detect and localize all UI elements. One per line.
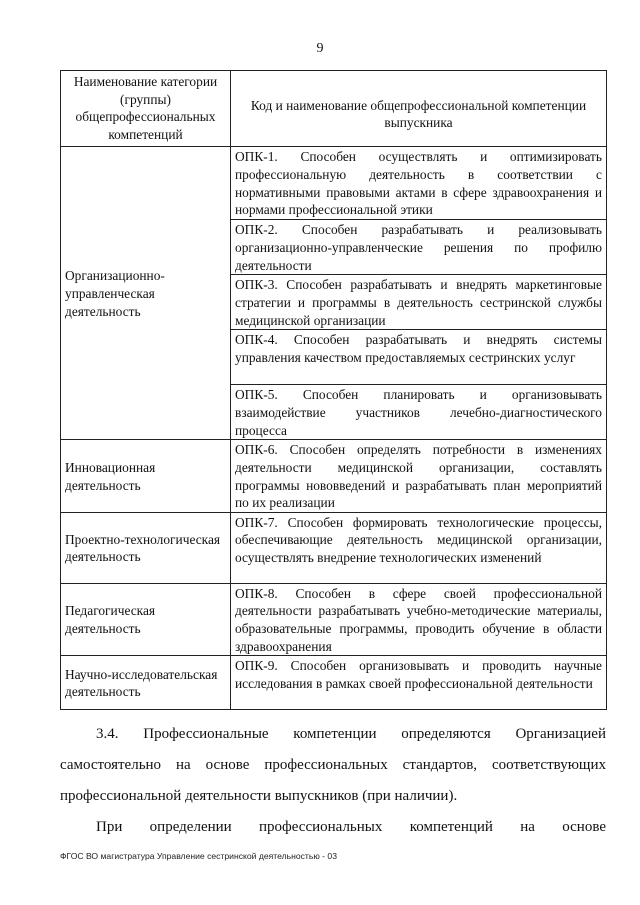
paragraph-3-4-line-3: профессиональной деятельности выпускников (при наличии). bbox=[60, 788, 458, 804]
header-competence: Код и наименование общепрофессиональной компетенции выпускника bbox=[231, 71, 607, 147]
competence-cell: ОПК-7. Способен формировать технологические процессы, обеспечивающие деятельность медицинской организации, осуществлять внедрение технологических изменений bbox=[231, 512, 607, 583]
paragraph-3-4-line-2: самостоятельно на основе профессиональных стандартов, соответствующих bbox=[60, 757, 606, 773]
paragraph-3-4-line-1: 3.4. Профессиональные компетенции определяются Организацией bbox=[96, 726, 606, 742]
table-row bbox=[61, 512, 607, 583]
competence-cell: ОПК-5. Способен планировать и организовывать взаимодействие участников лечебно-диагностического процесса bbox=[231, 385, 607, 440]
table-row bbox=[61, 440, 607, 512]
category-cell: Организационно-управленческая деятельность bbox=[61, 147, 231, 440]
category-cell: Инновационная деятельность bbox=[61, 440, 231, 512]
table-row bbox=[61, 656, 607, 710]
competence-cell: ОПК-4. Способен разрабатывать и внедрять системы управления качеством предоставляемых сестринских услуг bbox=[231, 330, 607, 385]
competence-cell: ОПК-8. Способен в сфере своей профессиональной деятельности разрабатывать учебно-методические материалы, образовательные программы, проводить обучение в области здравоохранения bbox=[231, 583, 607, 655]
competence-cell: ОПК-2. Способен разрабатывать и реализовывать организационно-управленческие решения по профилю деятельности bbox=[231, 220, 607, 275]
table-header-row bbox=[61, 71, 607, 147]
competencies-table bbox=[60, 70, 607, 710]
competence-cell: ОПК-1. Способен осуществлять и оптимизировать профессиональную деятельность в соответствии с нормативными правовыми актами в сфере здравоохранения и нормами профессиональной этики bbox=[231, 147, 607, 220]
category-cell: Научно-исследовательская деятельность bbox=[61, 656, 231, 710]
competence-cell: ОПК-9. Способен организовывать и проводить научные исследования в рамках своей профессиональной деятельности bbox=[231, 656, 607, 710]
page-footer: ФГОС ВО магистратура Управление сестринской деятельностью - 03 bbox=[60, 851, 337, 861]
paragraph-next: При определении профессиональных компетенций на основе bbox=[96, 819, 606, 835]
header-category: Наименование категории (группы) общепрофессиональных компетенций bbox=[61, 71, 231, 147]
category-cell: Проектно-технологическая деятельность bbox=[61, 512, 231, 583]
table-row bbox=[61, 583, 607, 655]
category-cell: Педагогическая деятельность bbox=[61, 583, 231, 655]
page-number: 9 bbox=[316, 41, 324, 56]
competence-cell: ОПК-3. Способен разрабатывать и внедрять маркетинговые стратегии и программы в деятельность сестринской службы медицинской организации bbox=[231, 275, 607, 330]
table-row bbox=[61, 147, 607, 220]
competence-cell: ОПК-6. Способен определять потребности в изменениях деятельности медицинской организации, составлять программы нововведений и разрабатывать план мероприятий по их реализации bbox=[231, 440, 607, 512]
